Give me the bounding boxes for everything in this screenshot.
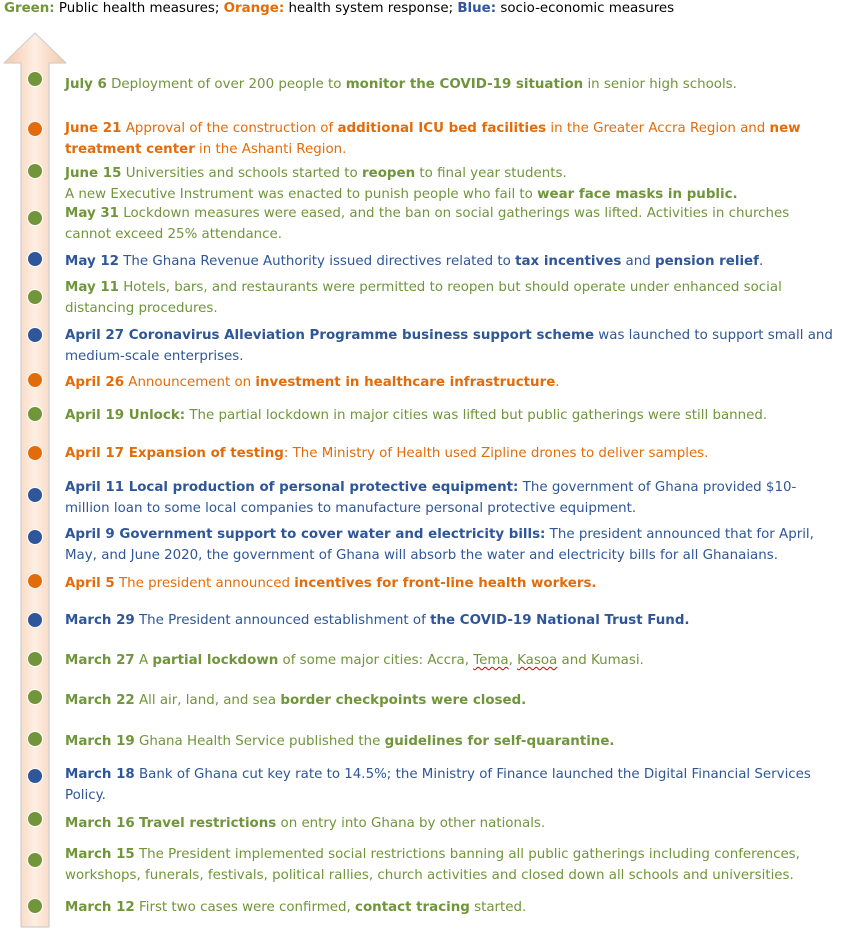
event-text: Tema bbox=[473, 653, 509, 668]
event-text: of some major cities: Accra, bbox=[278, 653, 474, 668]
event-highlight: May 12 bbox=[65, 254, 119, 269]
event-highlight: June 15 bbox=[65, 166, 122, 181]
event-highlight: March 19 bbox=[65, 734, 135, 749]
event-text: on entry into Ghana by other nationals. bbox=[276, 816, 546, 831]
event-highlight: incentives for front-line health workers. bbox=[294, 576, 597, 591]
event-highlight: tax incentives bbox=[515, 254, 622, 269]
event-text: The government of Ghana provided $10-million loan to some local companies to manufacture personal protective equipment. bbox=[65, 480, 797, 516]
timeline-event bbox=[65, 251, 837, 272]
timeline-dot-green bbox=[27, 898, 43, 914]
event-text: in the Ashanti Region. bbox=[194, 142, 347, 157]
event-text: and Kumasi. bbox=[557, 653, 644, 668]
event-highlight: Travel restrictions bbox=[139, 816, 277, 831]
timeline-event bbox=[65, 813, 837, 834]
event-highlight: guidelines for self-quarantine. bbox=[384, 734, 615, 749]
event-text: in the Greater Accra Region and bbox=[546, 121, 770, 136]
timeline-event bbox=[65, 524, 837, 566]
event-highlight: March 27 bbox=[65, 653, 135, 668]
event-text: Kasoa bbox=[517, 653, 558, 668]
event-text: The President implemented social restrictions banning all public gatherings including conferences, workshops, funerals, festivals, political rallies, church activities and closed down all schools and universities. bbox=[65, 847, 800, 883]
legend-desc-green: Public health measures; bbox=[54, 1, 224, 16]
timeline-event bbox=[65, 74, 837, 95]
timeline-dot-green bbox=[27, 811, 43, 827]
timeline-event bbox=[65, 844, 837, 886]
event-highlight: wear face masks in public. bbox=[537, 187, 738, 202]
event-highlight: May 11 bbox=[65, 280, 119, 295]
event-text: Bank of Ghana cut key rate to 14.5%; the Ministry of Finance launched the Digital Financial Services Policy. bbox=[65, 767, 811, 803]
legend-desc-orange: health system response; bbox=[284, 1, 458, 16]
event-highlight: investment in healthcare infrastructure bbox=[255, 375, 556, 390]
event-text: Lockdown measures were eased, and the ban on social gatherings was lifted. Activities in churches cannot exceed 25% attendance. bbox=[65, 206, 790, 242]
event-text: Hotels, bars, and restaurants were permitted to reopen but should operate under enhanced social distancing procedures. bbox=[65, 280, 782, 316]
event-highlight: March 29 bbox=[65, 613, 135, 628]
event-highlight: July 6 bbox=[65, 77, 107, 92]
timeline-event bbox=[65, 650, 837, 671]
event-highlight: the COVID-19 National Trust Fund. bbox=[430, 613, 690, 628]
event-highlight: March 22 bbox=[65, 693, 135, 708]
event-text: Announcement on bbox=[124, 375, 256, 390]
timeline-dot-green bbox=[27, 731, 43, 747]
event-text: , bbox=[508, 653, 518, 668]
event-highlight: partial lockdown bbox=[152, 653, 279, 668]
event-text: First two cases were confirmed, bbox=[134, 900, 356, 915]
event-text: was launched to support small and medium-scale enterprises. bbox=[65, 328, 833, 364]
timeline-dot-orange bbox=[27, 121, 43, 137]
event-highlight: monitor the COVID-19 situation bbox=[345, 77, 584, 92]
event-text: The President announced establishment of bbox=[134, 613, 431, 628]
event-highlight: April 11 Local production of personal protective equipment: bbox=[65, 480, 519, 495]
event-highlight: April 26 bbox=[65, 375, 125, 390]
event-highlight: April 27 Coronavirus Alleviation Programme business support scheme bbox=[65, 328, 595, 343]
timeline-event bbox=[65, 325, 837, 367]
timeline-event bbox=[65, 573, 837, 594]
timeline-event bbox=[65, 690, 837, 711]
event-highlight: April 9 Government support to cover water and electricity bills: bbox=[65, 527, 546, 542]
timeline-event bbox=[65, 610, 837, 631]
event-highlight: reopen bbox=[362, 166, 416, 181]
event-highlight: June 21 bbox=[65, 121, 122, 136]
event-text: Deployment of over 200 people to bbox=[106, 77, 346, 92]
legend-desc-blue: socio-economic measures bbox=[496, 1, 675, 16]
event-text: Universities and schools started to bbox=[121, 166, 363, 181]
timeline-dot-green bbox=[27, 71, 43, 87]
timeline-dot-blue bbox=[27, 487, 43, 503]
timeline-dot-blue bbox=[27, 612, 43, 628]
legend-label-blue: Blue: bbox=[457, 1, 497, 16]
event-text: in senior high schools. bbox=[583, 77, 737, 92]
timeline-event bbox=[65, 163, 837, 205]
event-text: to final year students. A new Executive Instrument was enacted to punish people who fail to bbox=[65, 166, 567, 202]
event-highlight: new treatment center bbox=[65, 121, 801, 157]
event-highlight: border checkpoints were closed. bbox=[280, 693, 527, 708]
event-highlight: April 5 bbox=[65, 576, 115, 591]
event-highlight: pension relief bbox=[655, 254, 759, 269]
timeline-dot-orange bbox=[27, 445, 43, 461]
event-highlight: March 16 bbox=[65, 816, 135, 831]
event-highlight: contact tracing bbox=[355, 900, 470, 915]
timeline-dot-blue bbox=[27, 251, 43, 267]
event-highlight: March 15 bbox=[65, 847, 135, 862]
event-highlight: April 19 Unlock: bbox=[65, 408, 186, 423]
event-text: The president announced that for April, May, and June 2020, the government of Ghana will absorb the water and electricity bills for all Ghanaians. bbox=[65, 527, 814, 563]
timeline-event bbox=[65, 443, 837, 464]
legend-label-orange: Orange: bbox=[223, 1, 285, 16]
timeline-event bbox=[65, 731, 837, 752]
timeline-dot-orange bbox=[27, 372, 43, 388]
timeline-dot-orange bbox=[27, 573, 43, 589]
timeline-dot-green bbox=[27, 289, 43, 305]
timeline-event bbox=[65, 477, 837, 519]
timeline-dot-green bbox=[27, 852, 43, 868]
legend-label-green: Green: bbox=[4, 1, 55, 16]
event-highlight: additional ICU bed facilities bbox=[337, 121, 547, 136]
timeline-dot-green bbox=[27, 163, 43, 179]
event-text: Approval of the construction of bbox=[121, 121, 338, 136]
timeline-dot-green bbox=[27, 689, 43, 705]
event-highlight: April 17 Expansion of testing bbox=[65, 446, 284, 461]
timeline-event bbox=[65, 277, 837, 319]
timeline-dot-green bbox=[27, 651, 43, 667]
event-highlight: March 12 bbox=[65, 900, 135, 915]
event-text: Ghana Health Service published the bbox=[134, 734, 385, 749]
event-text: . bbox=[555, 375, 560, 390]
timeline-event bbox=[65, 764, 837, 806]
event-text: and bbox=[621, 254, 656, 269]
timeline-event bbox=[65, 405, 837, 426]
timeline-dot-green bbox=[27, 406, 43, 422]
timeline-event bbox=[65, 118, 837, 160]
event-text: All air, land, and sea bbox=[134, 693, 281, 708]
event-text: A bbox=[134, 653, 153, 668]
timeline-dot-blue bbox=[27, 768, 43, 784]
event-text: . bbox=[758, 254, 764, 269]
event-text: started. bbox=[469, 900, 527, 915]
event-text: The partial lockdown in major cities was lifted but public gatherings were still banned. bbox=[185, 408, 768, 423]
event-text: : The Ministry of Health used Zipline drones to deliver samples. bbox=[283, 446, 709, 461]
timeline-dot-blue bbox=[27, 529, 43, 545]
event-text: The president announced bbox=[114, 576, 295, 591]
timeline-dot-green bbox=[27, 210, 43, 226]
timeline-dot-blue bbox=[27, 327, 43, 343]
event-text: The Ghana Revenue Authority issued directives related to bbox=[118, 254, 516, 269]
timeline-event bbox=[65, 203, 837, 245]
event-highlight: March 18 bbox=[65, 767, 135, 782]
event-highlight: May 31 bbox=[65, 206, 119, 221]
timeline-event bbox=[65, 372, 837, 393]
timeline-event bbox=[65, 897, 837, 918]
